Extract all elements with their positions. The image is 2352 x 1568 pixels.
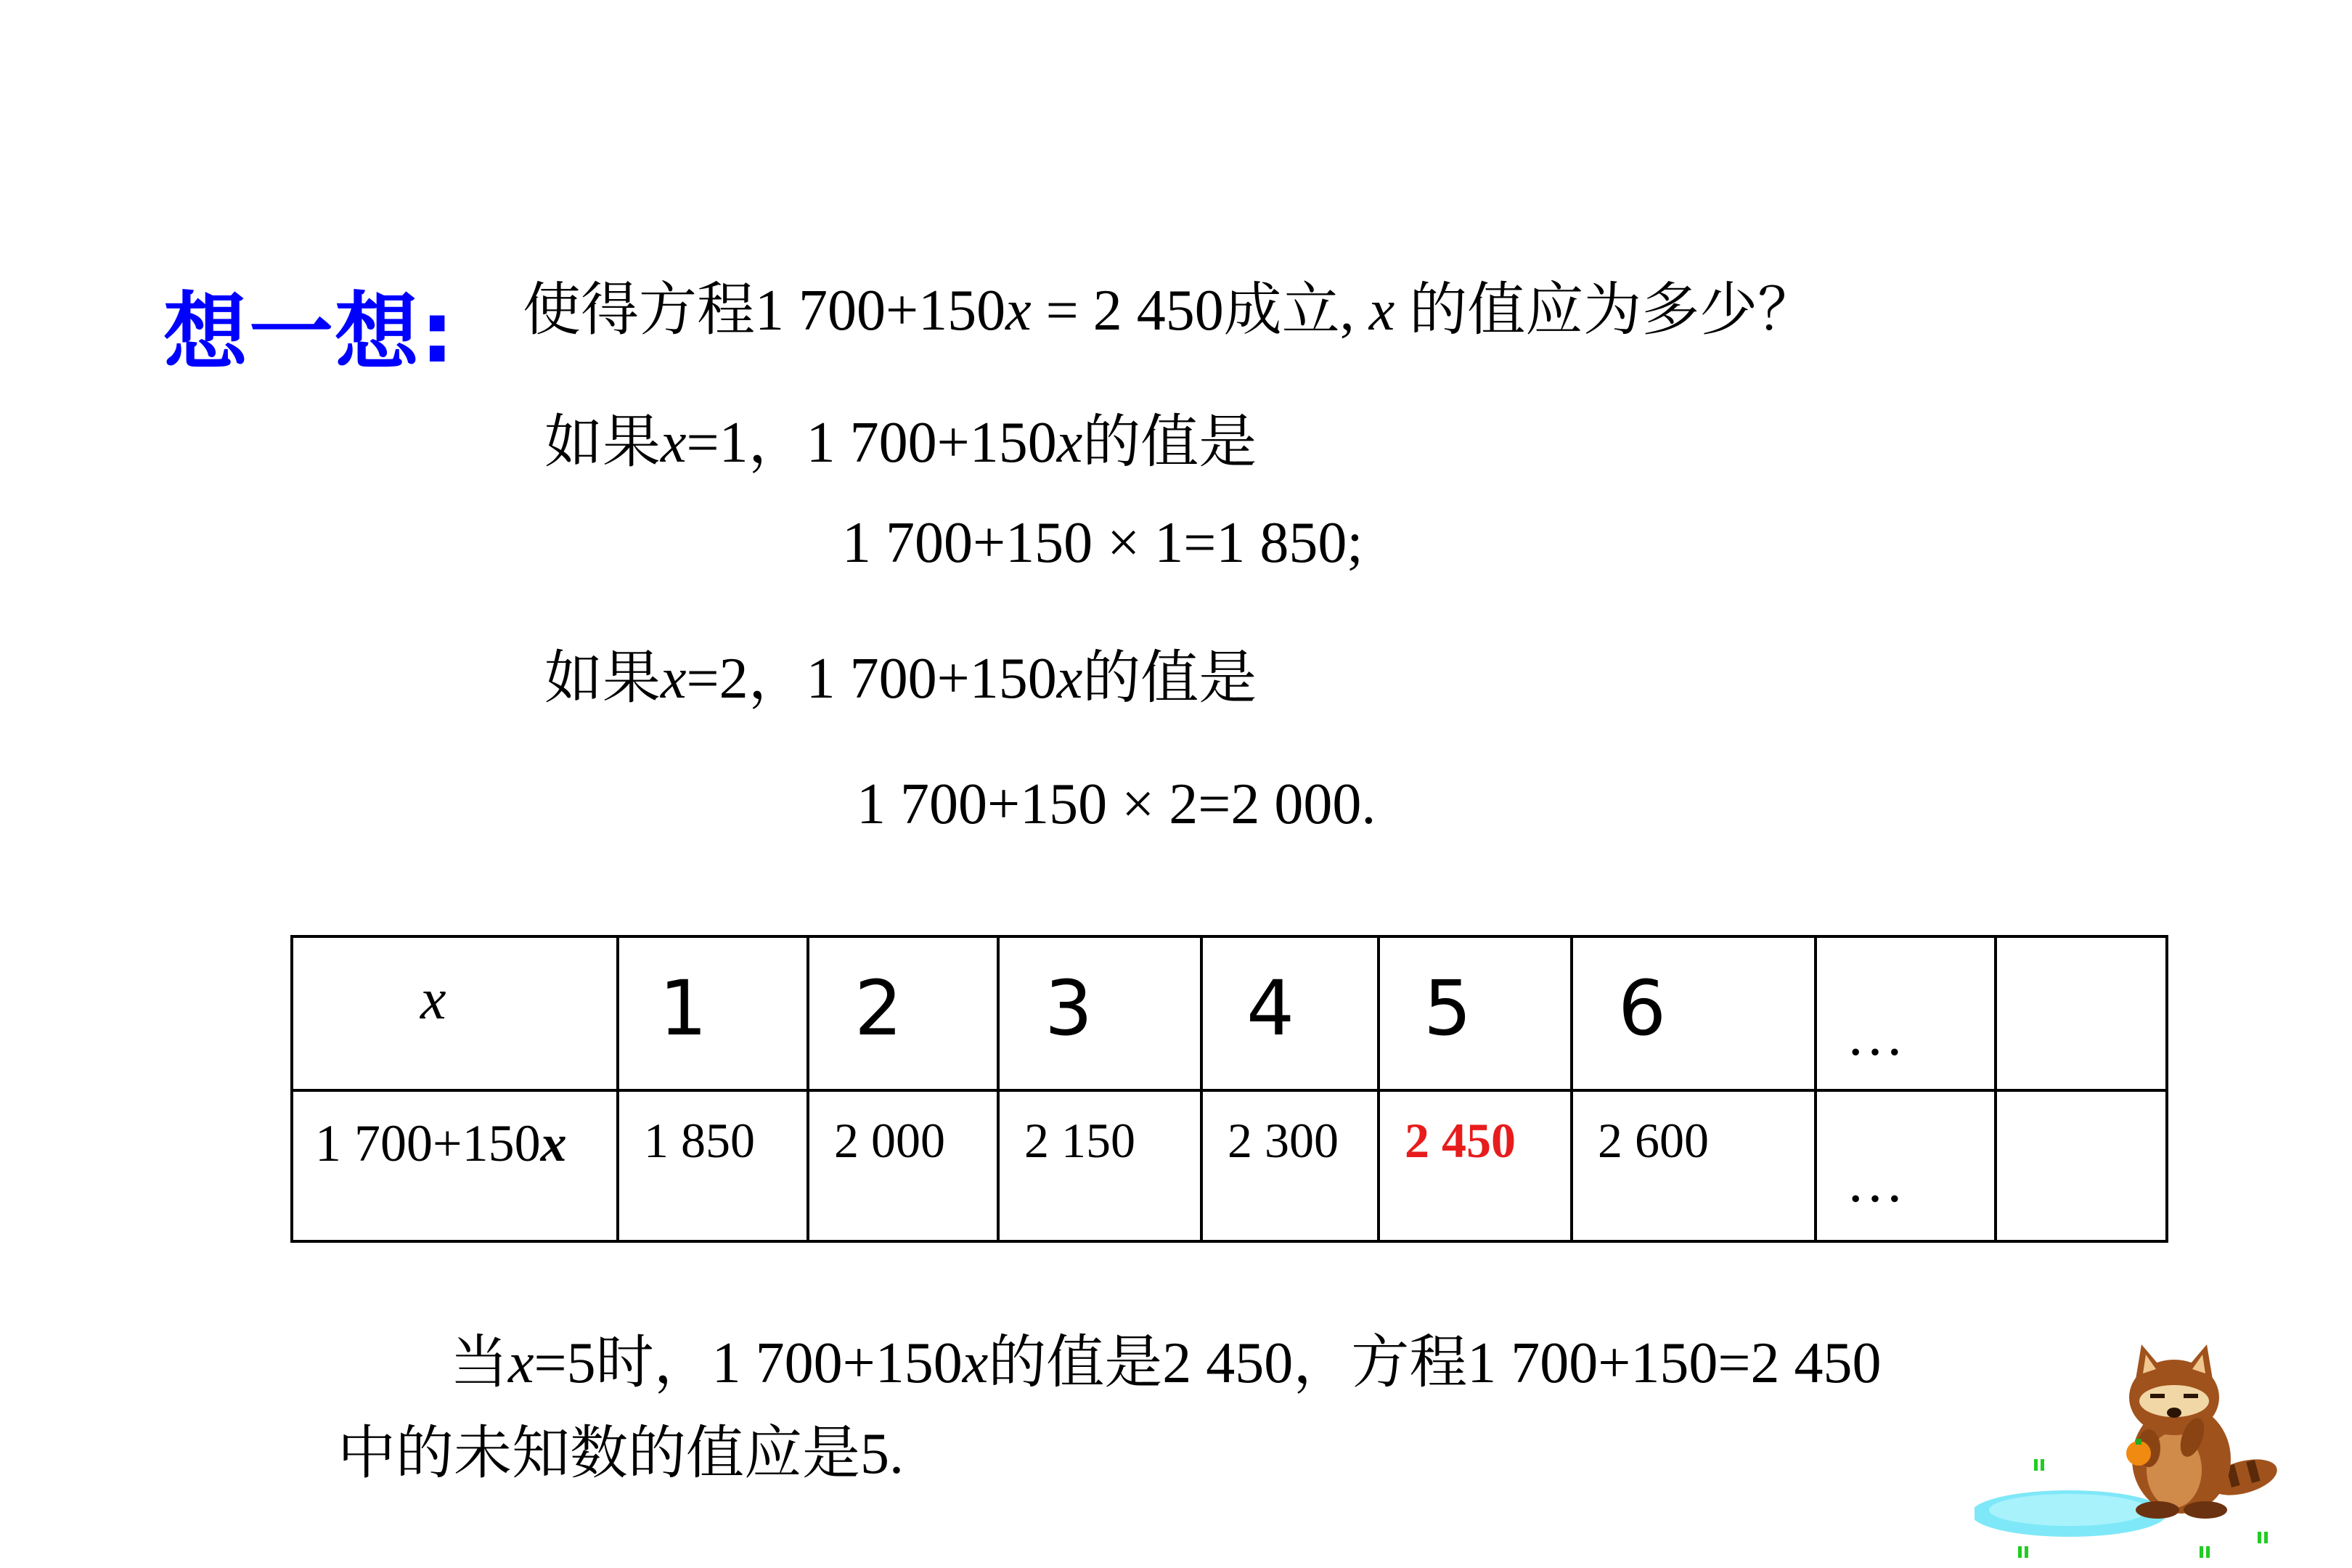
table-header-cell: 6 <box>1572 936 1816 1090</box>
table-row <box>292 1090 2167 1241</box>
table-cell: 2 600 <box>1572 1090 1816 1241</box>
table-header-ellipsis: … <box>1816 936 1996 1090</box>
table-row-ellipsis: … <box>1816 1090 1996 1241</box>
table-cell: 2 150 <box>998 1090 1201 1241</box>
table-header-row <box>292 936 2167 1090</box>
case-2-result: 1 700+150 × 2=2 000. <box>857 772 1376 836</box>
table-header-cell: 2 <box>808 936 998 1090</box>
cartoon-raccoon-icon <box>1975 1328 2294 1568</box>
heading: 想一想: <box>163 284 456 382</box>
conclusion-line-2: 中的未知数的值应是5. <box>338 1422 904 1486</box>
value-table <box>290 935 2168 1243</box>
table-header-var: x <box>292 936 618 1090</box>
case-2-condition: 如果x=2，1 700+150x的值是 <box>544 647 1257 711</box>
conclusion-line-1: 当x=5时，1 700+150x的值是2 450，方程1 700+150=2 450 <box>450 1331 1882 1395</box>
table-cell-highlight: 2 450 <box>1379 1090 1572 1241</box>
table-header-cell: 1 <box>618 936 808 1090</box>
question-text: 使得方程1 700+150x = 2 450成立, x 的值应为多少？ <box>523 279 1816 343</box>
table-cell: 1 850 <box>618 1090 808 1241</box>
table-cell: 2 300 <box>1201 1090 1379 1241</box>
table-cell: 2 000 <box>808 1090 998 1241</box>
table-header-cell: 5 <box>1379 936 1572 1090</box>
table-row-empty <box>1996 1090 2167 1241</box>
table-header-cell: 4 <box>1201 936 1379 1090</box>
table-row-expr: 1 700+150x <box>292 1090 618 1241</box>
case-1-condition: 如果x=1，1 700+150x的值是 <box>544 411 1257 475</box>
table-header-empty <box>1996 936 2167 1090</box>
table-header-cell: 3 <box>998 936 1201 1090</box>
case-1-result: 1 700+150 × 1=1 850; <box>842 511 1363 575</box>
